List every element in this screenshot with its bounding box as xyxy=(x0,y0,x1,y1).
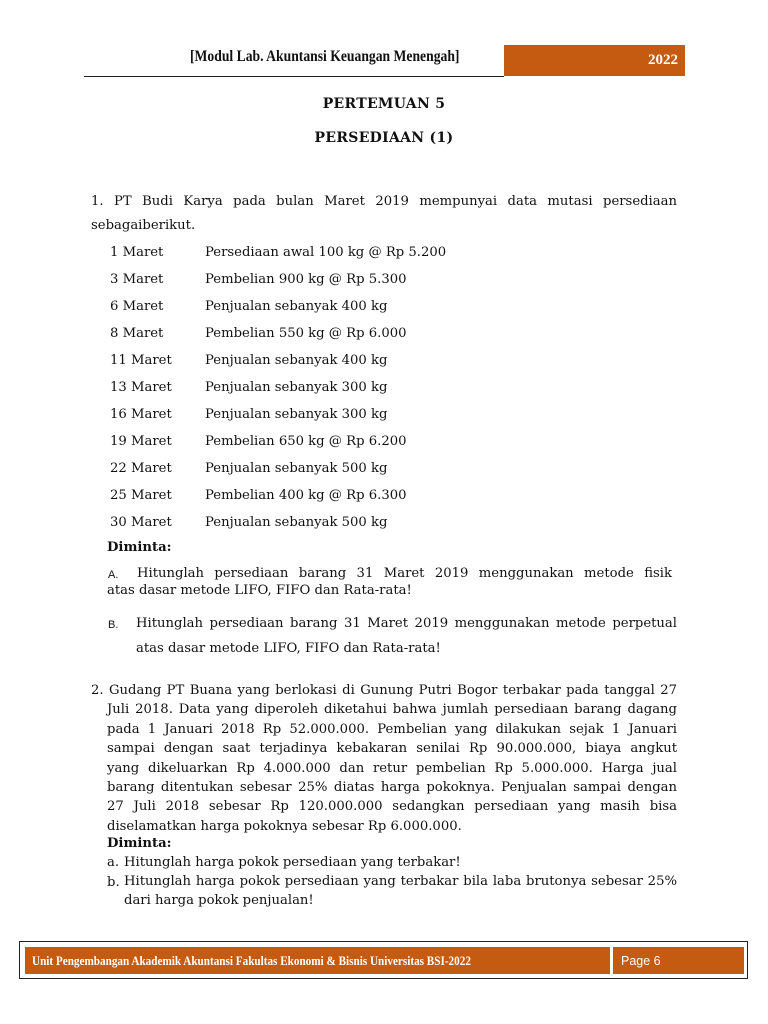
inventory-date: 1 Maret xyxy=(110,245,164,260)
inventory-date: 19 Maret xyxy=(110,434,172,449)
q1-a-line2: atas dasar metode LIFO, FIFO dan Rata-rata! xyxy=(107,583,412,598)
page-number: Page 6 xyxy=(621,953,661,968)
inventory-date: 25 Maret xyxy=(110,488,172,503)
q2-b-line2: dari harga pokok penjualan! xyxy=(124,893,314,908)
q2-line: 27 Juli 2018 sebesar Rp 120.000.000 sedangkan persediaan yang masih bisa xyxy=(107,799,677,815)
q2-line: Juli 2018. Data yang diperoleh diketahui bahwa jumlah persediaan barang dagang xyxy=(107,702,677,718)
inventory-description: Penjualan sebanyak 400 kg xyxy=(205,299,388,314)
q2-a-text: Hitunglah harga pokok persediaan yang terbakar! xyxy=(124,855,461,870)
q2-line: barang ditentukan sebesar 25% diatas harga pokoknya. Penjualan sampai dengan xyxy=(107,780,677,795)
q1-intro-line1: 1. PT Budi Karya pada bulan Maret 2019 mempunyai data mutasi persediaan xyxy=(91,194,677,209)
inventory-date: 11 Maret xyxy=(110,353,172,368)
q1-a-label: A. xyxy=(108,569,119,581)
q2-b-line1: Hitunglah harga pokok persediaan yang terbakar bila laba brutonya sebesar 25% xyxy=(124,874,677,889)
q1-diminta: Diminta: xyxy=(107,540,172,555)
footer-unit-text: Unit Pengembangan Akademik Akuntansi Fakultas Ekonomi & Bisnis Universitas BSI-2022 xyxy=(32,952,471,968)
inventory-description: Penjualan sebanyak 500 kg xyxy=(205,515,388,530)
inventory-description: Pembelian 650 kg @ Rp 6.200 xyxy=(205,434,407,449)
inventory-date: 6 Maret xyxy=(110,299,164,314)
inventory-description: Persediaan awal 100 kg @ Rp 5.200 xyxy=(205,245,447,260)
inventory-description: Pembelian 550 kg @ Rp 6.000 xyxy=(205,326,407,341)
inventory-description: Penjualan sebanyak 500 kg xyxy=(205,461,388,476)
inventory-description: Pembelian 400 kg @ Rp 6.300 xyxy=(205,488,407,503)
topic-title: PERSEDIAAN (1) xyxy=(314,130,454,146)
q1-intro-line2: sebagaiberikut. xyxy=(91,218,196,233)
q2-line: diselamatkan harga pokoknya sebesar Rp 6.000.000. xyxy=(107,818,462,834)
inventory-date: 13 Maret xyxy=(110,380,172,395)
inventory-description: Penjualan sebanyak 300 kg xyxy=(205,407,388,422)
module-title: [Modul Lab. Akuntansi Keuangan Menengah] xyxy=(190,48,460,65)
q2-a-label: a. xyxy=(107,855,120,870)
q2-diminta: Diminta: xyxy=(107,836,172,851)
footer-page-box xyxy=(613,947,744,974)
meeting-title: PERTEMUAN 5 xyxy=(322,96,446,112)
q2-b-label: b. xyxy=(107,875,120,890)
q2-line: pada 1 Januari 2018 Rp 52.000.000. Pembelian yang dilakukan sejak 1 Januari xyxy=(107,721,677,737)
inventory-date: 22 Maret xyxy=(110,461,172,476)
footer-unit-bar xyxy=(25,947,610,974)
q1-a-line1: Hitunglah persediaan barang 31 Maret 2019 menggunakan metode fisik xyxy=(137,566,672,581)
inventory-description: Pembelian 900 kg @ Rp 5.300 xyxy=(205,272,407,287)
q1-b-line2: atas dasar metode LIFO, FIFO dan Rata-rata! xyxy=(136,641,441,656)
inventory-date: 8 Maret xyxy=(110,326,164,341)
q2-line: sampai dengan saat terjadinya kebakaran senilai Rp 90.000.000, biaya angkut xyxy=(107,741,677,757)
q1-b-label: B. xyxy=(108,619,119,631)
year-text: 2022 xyxy=(648,52,678,68)
q2-line: yang dikeluarkan Rp 4.000.000 dan retur pembelian Rp 5.000.000. Harga jual xyxy=(107,760,677,776)
year-badge xyxy=(504,45,685,76)
q1-b-line1: Hitunglah persediaan barang 31 Maret 2019 menggunakan metode perpetual xyxy=(136,616,677,631)
inventory-date: 16 Maret xyxy=(110,407,172,422)
inventory-date: 3 Maret xyxy=(110,272,164,287)
inventory-description: Penjualan sebanyak 400 kg xyxy=(205,353,388,368)
q2-line: 2. Gudang PT Buana yang berlokasi di Gunung Putri Bogor terbakar pada tanggal 27 xyxy=(91,683,677,698)
inventory-date: 30 Maret xyxy=(110,515,172,530)
header-rule xyxy=(84,76,504,77)
inventory-description: Penjualan sebanyak 300 kg xyxy=(205,380,388,395)
